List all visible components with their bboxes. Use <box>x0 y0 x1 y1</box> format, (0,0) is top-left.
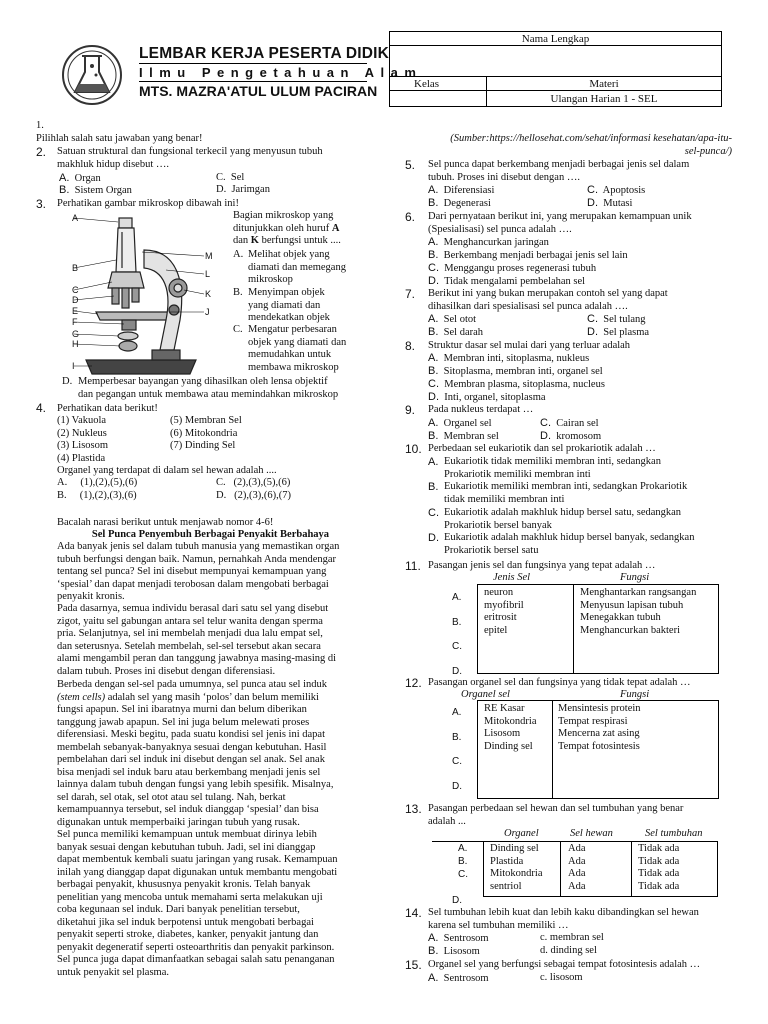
q5-option-c[interactable]: C. Apoptosis <box>587 184 646 196</box>
q15-option-a[interactable]: A. Sentrosom <box>428 972 489 984</box>
q9-option-c[interactable]: C. Cairan sel <box>540 417 599 429</box>
q7-option-c[interactable]: C. Sel tulang <box>587 313 646 325</box>
q4-items-left: (1) Vakuola (2) Nukleus (3) Lisosom (4) Plastida <box>57 415 109 464</box>
header-line-1 <box>139 63 367 64</box>
q9-option-b[interactable]: B. Membran sel <box>428 430 499 442</box>
label-J: J <box>205 307 210 317</box>
q14-option-c[interactable]: c. membran sel <box>540 932 604 943</box>
class-field[interactable] <box>390 91 487 107</box>
label-D: D <box>72 295 79 305</box>
q3-number: 3. <box>36 197 47 211</box>
label-K: K <box>205 289 212 299</box>
q15-number: 15. <box>405 958 422 972</box>
q10-option-c[interactable]: C. Eukariotik adalah makhluk hidup bersel satu, sedangkan Prokariotik bersel banyak <box>428 507 682 531</box>
label-L: L <box>205 269 211 279</box>
label-E: E <box>72 306 79 316</box>
narrative-p4: Sel punca memiliki kemampuan untuk membuat dirinya lebih banyak sesuai dengan kebutuhan tubuh. Jadi, sel ini dianggap dapat membentuk kembali suatu jaringan yang rusak. Kemampuan inilah yang dianggap dapat digunakan untuk membantu mengobati berbagai penyakit, khususnya penyakit kronis. Telah banyak penelitian yang mencoba untuk memahami serta melakukan uji coba kegunaan sel induk. Dari banyak penelitian tersebut, diketahui jika sel induk berpotensi untuk mengobati berbagai penyakit seperti stroke, diabetes, kanker, penyakit jantung dan penyakit degeneratif seperti osteoarthritis dan penyakit parkinson. Sel punca juga dapat dimanfaatkan sebagai salah satu penanganan untuk penyakit sel plasma. <box>57 829 338 978</box>
q8-option-a[interactable]: A. Membran inti, sitoplasma, nukleus <box>428 352 590 364</box>
q13-option-labels[interactable]: A. B. C. D. <box>452 843 468 906</box>
q2-option-a[interactable]: A. Organ <box>59 172 101 184</box>
q6-number: 6. <box>405 210 416 224</box>
label-C: C <box>72 285 79 295</box>
q14-option-a[interactable]: A. Sentrosom <box>428 932 489 944</box>
source-citation: (Sumber:https://hellosehat.com/sehat/informasi kesehatan/apa-itu- sel-punca/) <box>450 133 732 157</box>
q2-number: 2. <box>36 145 47 159</box>
q5-option-b[interactable]: B. Degenerasi <box>428 197 491 209</box>
q10-number: 10. <box>405 442 422 456</box>
header-line-2 <box>139 81 367 82</box>
q6-option-b[interactable]: B. Berkembang menjadi berbagai jenis sel lain <box>428 249 628 261</box>
q5-option-a[interactable]: A. Diferensiasi <box>428 184 495 196</box>
q3-text: Perhatikan gambar mikroskop dibawah ini! <box>57 198 239 209</box>
class-label: Kelas <box>390 77 487 91</box>
q13-number: 13. <box>405 802 422 816</box>
q13-col1-header: Organel <box>504 828 539 839</box>
narrative-intro: Bacalah narasi berikut untuk menjawab nomor 4-6! <box>57 517 274 528</box>
q2-option-c[interactable]: C. Sel <box>216 172 245 183</box>
label-F: F <box>72 317 78 327</box>
narrative-p2: Pada dasarnya, semua individu berasal dari satu sel yang disebut zigot, yaitu sel gabungan antara sel telur wanita dengan sperma pria. Selanjutnya, sel ini membelah menjadi dua lalu empat sel, dan seterusnya. Setelah membelah, sel-sel tersebut akan secara alami mengambil peran dan tanggung jawabnya masing-masing di dalam tubuh. Proses ini disebut dengan diferensiasi. <box>57 603 337 677</box>
q9-text: Pada nukleus terdapat … <box>428 404 534 415</box>
q7-option-d[interactable]: D. Sel plasma <box>587 326 650 338</box>
q9-number: 9. <box>405 403 416 417</box>
q8-option-c[interactable]: C. Membran plasma, sitoplasma, nucleus <box>428 378 605 390</box>
q4-text: Perhatikan data berikut! <box>57 403 158 414</box>
q12-text: Pasangan organel sel dan fungsinya yang tidak tepat adalah … <box>428 677 691 688</box>
q8-option-d[interactable]: D. Inti, organel, sitoplasma <box>428 391 546 403</box>
q11-option-labels[interactable]: A. B. C. D. <box>452 592 462 677</box>
label-I: I <box>72 361 75 371</box>
q7-text: Berikut ini yang bukan merupakan contoh sel yang dapat dihasilkan dari spesialisasi sel punca adalah …. <box>428 288 668 312</box>
q5-number: 5. <box>405 158 416 172</box>
q4-option-b[interactable]: B. (1),(2),(3),(6) <box>57 490 137 501</box>
q4-question: Organel yang terdapat di dalam sel hewan adalah .... <box>57 465 277 476</box>
q13-text: Pasangan perbedaan sel hewan dan sel tumbuhan yang benar adalah ... <box>428 803 684 827</box>
material-value: Ulangan Harian 1 - SEL <box>487 91 722 107</box>
q12-col2-header: Fungsi <box>620 689 650 700</box>
q11-col1-header: Jenis Sel <box>493 572 531 583</box>
q3-option-d[interactable]: D. Memperbesar bayangan yang dihasilkan oleh lensa objektif dan pegangan untuk membawa atau memindahkan mikroskop <box>62 376 339 400</box>
q6-option-c[interactable]: C. Menggangu proses regenerasi tubuh <box>428 262 597 274</box>
q5-option-d[interactable]: D. Mutasi <box>587 197 633 209</box>
q7-option-b[interactable]: B. Sel darah <box>428 326 484 338</box>
q3-option-b[interactable]: B. Menyimpan objek yang diamati dan mendekatkan objek <box>233 287 330 323</box>
q7-number: 7. <box>405 287 416 301</box>
q14-text: Sel tumbuhan lebih kuat dan lebih kaku dibandingkan sel hewan karena sel tumbuhan memiliki … <box>428 907 699 931</box>
q13-col2-header: Sel hewan <box>570 828 613 839</box>
q13-col3-header: Sel tumbuhan <box>645 828 703 839</box>
q1-number: 1. <box>36 120 44 131</box>
label-B: B <box>72 263 79 273</box>
q8-option-b[interactable]: B. Sitoplasma, membran inti, organel sel <box>428 365 603 377</box>
lab-flask-logo-icon <box>61 42 123 108</box>
q4-number: 4. <box>36 401 47 415</box>
header-school: MTS. MAZRA'ATUL ULUM PACIRAN <box>139 83 378 99</box>
q11-text: Pasangan jenis sel dan fungsinya yang tepat adalah … <box>428 560 656 571</box>
header-title: LEMBAR KERJA PESERTA DIDIK <box>139 45 390 62</box>
q10-option-a[interactable]: A. Eukariotik tidak memiliki membran inti, sedangkan Prokariotik memiliki membran inti <box>428 456 661 480</box>
q3-option-c[interactable]: C. Mengatur perbesaran objek yang diamati dan memudahkan untuk membawa mikroskop <box>233 324 347 373</box>
q6-option-d[interactable]: D. Tidak mengalami pembelahan sel <box>428 275 586 287</box>
q15-text: Organel sel yang berfungsi sebagai tempat fotosintesis adalah … <box>428 959 701 970</box>
instruction: Pilihlah salah satu jawaban yang benar! <box>36 133 203 144</box>
q11-number: 11. <box>405 559 421 573</box>
q4-option-c[interactable]: C. (2),(3),(5),(6) <box>216 477 291 488</box>
q14-option-d[interactable]: d. dinding sel <box>540 945 597 956</box>
header-subject: Ilmu Pengetahuan Alam <box>139 65 423 80</box>
narrative-p1: Ada banyak jenis sel dalam tubuh manusia yang memastikan organ tubuh berfungsi dengan baik. Namun, pernahkah Anda mendengar tentang sel punca? Sel ini disebut mempunyai kemampuan yang ‘spesial’ dan dapat menjadi terobosan dalam mengobati berbagai penyakit kronis. <box>57 541 340 602</box>
label-H: H <box>72 339 79 349</box>
q4-items-right: (5) Membran Sel (6) Mitokondria (7) Dinding Sel <box>170 415 242 451</box>
q10-option-b[interactable]: B. Eukariotik memiliki membran inti, sedangkan Prokariotik tidak memiliki membran inti <box>428 481 688 505</box>
narrative-title: Sel Punca Penyembuh Berbagai Penyakit Berbahaya <box>91 529 330 540</box>
q12-col1-header: Organel sel <box>461 689 510 700</box>
student-info-form <box>389 31 722 107</box>
q2-option-d[interactable]: D. Jarimgan <box>216 184 270 195</box>
q11-col2-header: Fungsi <box>620 572 650 583</box>
name-label: Nama Lengkap <box>390 32 722 46</box>
q9-option-d[interactable]: D. kromosom <box>540 430 602 442</box>
q10-option-d[interactable]: D. Eukariotik adalah makhluk hidup bersel banyak, sedangkan Prokariotik bersel satu <box>428 532 695 556</box>
q6-text: Dari pernyataan berikut ini, yang merupakan kemampuan unik (Spesialisasi) sel punca adalah …. <box>428 211 692 235</box>
q8-text: Struktur dasar sel mulai dari yang terluar adalah <box>428 340 631 351</box>
narrative-p3: Berbeda dengan sel-sel pada umumnya, sel punca atau sel induk (stem cells) adalah sel yang masih ‘polos’ dan belum memiliki fungsi apapun. Sel ini ibaratnya murni dan belum diberikan tanggung jawab apapun. Sel ini juga belum melewati proses diferensiasi. Meski begitu, pada suatu kondisi sel jenis ini dapat membelah sebanyak-banyaknya sesuai dengan kebutuhan. Hasil pembelahan dari sel induk ini disebut dengan sel anak. Sel anak bisa menjadi sel induk baru atau berkembang menjadi jenis sel lainnya dalam tubuh dengan fungsi yang lebih spesifik. Misalnya, sel darah, sel otak, sel otot atau sel tulang. Nah, berkat kemampuannya tersebut, sel induk dianggap ‘spesial’ dan bisa digunakan untuk memperbaiki jaringan tubuh yang rusak. <box>57 679 334 828</box>
q12-number: 12. <box>405 676 422 690</box>
q4-option-d[interactable]: D. (2),(3),(6),(7) <box>216 490 291 501</box>
label-M: M <box>205 251 213 261</box>
q14-number: 14. <box>405 906 422 920</box>
q15-option-c[interactable]: c. lisosom <box>540 972 583 983</box>
q4-option-a[interactable]: A. (1),(2),(5),(6) <box>57 477 138 488</box>
q2-text: Satuan struktural dan fungsional terkecil yang menyusun tubuh makhluk hidup disebut …. <box>57 146 323 170</box>
name-field[interactable] <box>390 46 722 77</box>
label-A: A <box>72 213 79 223</box>
q5-text: Sel punca dapat berkembang menjadi berbagai jenis sel dalam tubuh. Proses ini disebut dengan …. <box>428 159 690 183</box>
q7-option-a[interactable]: A. Sel otot <box>428 313 477 325</box>
q12-option-labels[interactable]: A. B. C. D. <box>452 707 462 792</box>
q14-option-b[interactable]: B. Lisosom <box>428 945 480 957</box>
q6-option-a[interactable]: A. Menghancurkan jaringan <box>428 236 549 248</box>
q11-table: neuron myofibril eritrosit epitel Menghantarkan rangsangan Menyusun lapisan tubuh Menegakkan tubuh Menghancurkan bakteri <box>477 584 719 674</box>
q13-table: Dinding sel Plastida Mitokondria sentriol Ada Ada Ada Ada Tidak ada Tidak ada Tidak ada Tidak ada <box>483 841 718 897</box>
label-G: G <box>72 329 80 339</box>
q3-option-a[interactable]: A. Melihat objek yang diamati dan memegang mikroskop <box>233 249 346 285</box>
q8-number: 8. <box>405 339 416 353</box>
microscope-diagram <box>56 210 234 382</box>
q12-table: RE Kasar Mitokondria Lisosom Dinding sel Mensintesis protein Tempat respirasi Mencerna zat asing Tempat fotosintesis <box>477 700 719 799</box>
q2-option-b[interactable]: B. Sistem Organ <box>59 184 132 196</box>
header-logo <box>61 42 123 108</box>
q10-text: Perbedaan sel eukariotik dan sel prokariotik adalah … <box>428 443 656 454</box>
material-label: Materi <box>487 77 722 91</box>
q3-side-text: Bagian mikroskop yang ditunjukkan oleh huruf A dan K berfungsi untuk .... <box>233 210 341 246</box>
q9-option-a[interactable]: A. Organel sel <box>428 417 492 429</box>
